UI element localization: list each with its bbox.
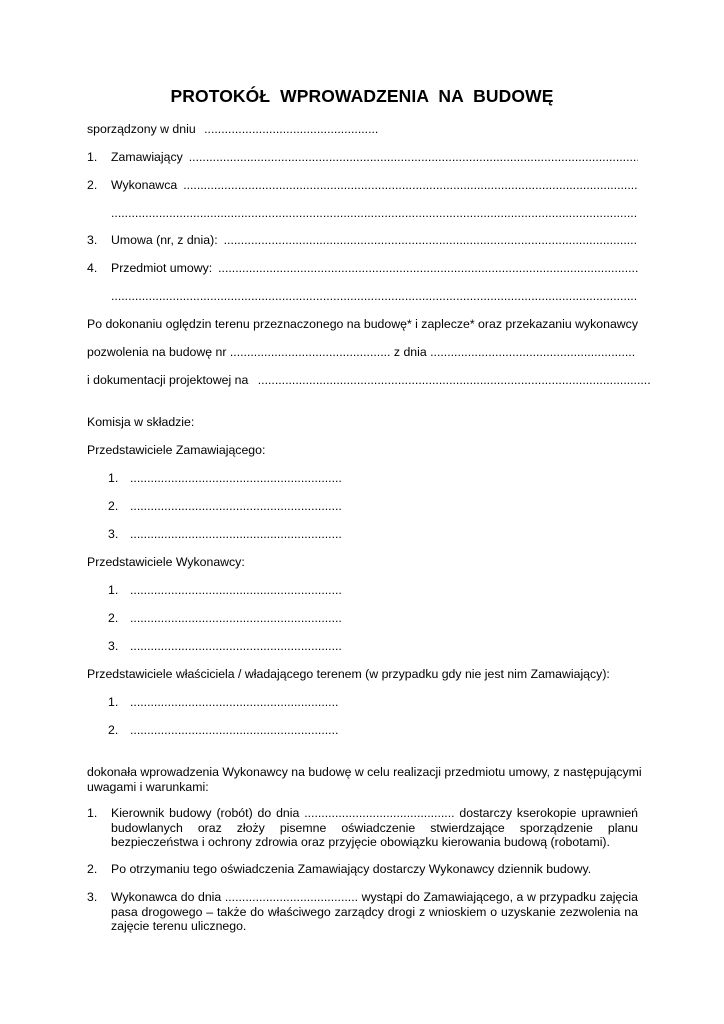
ordering-party-rep-2	[108, 499, 342, 514]
condition-item-3	[87, 890, 638, 934]
rep-number: 2.	[108, 723, 119, 737]
field-contractor-continued	[87, 206, 638, 221]
field-fill-dots	[183, 178, 638, 193]
permit-date-label: z dnia	[393, 345, 427, 359]
rep-dots: ..............................................................	[130, 611, 342, 625]
field-number: 2.	[87, 178, 98, 192]
rep-dots: ..............................................................	[130, 499, 342, 513]
conclusion-intro	[87, 765, 642, 794]
field-fill-dots	[111, 206, 638, 221]
ordering-party-rep-3	[108, 527, 342, 542]
rep-dots: ..............................................................	[130, 583, 342, 597]
rep-dots: ..............................................................	[130, 639, 342, 653]
ordering-party-heading: Przedstawiciele Zamawiającego:	[87, 443, 266, 457]
field-number: 3.	[87, 233, 98, 247]
inspection-line: Po dokonaniu oględzin terenu przeznaczonego na budowę* i zaplecze* oraz przekazaniu wykonawcy	[87, 317, 638, 331]
contractor-rep-2	[108, 611, 342, 626]
condition-item-1	[87, 806, 638, 850]
permit-line	[87, 345, 635, 360]
rep-number: 1.	[108, 695, 119, 709]
field-label: Wykonawca	[111, 178, 178, 192]
condition-text: Kierownik budowy (robót) do dnia ............................................ dostarczy kserokopie uprawnień budowlanych oraz złoży pisemne oświadczenie stwierdzające sporządzenie planu bezpieczeństwa i ochrony zdrowia oraz przyjęcie obowiązku kierowania budową (robotami).	[111, 806, 638, 849]
condition-number: 3.	[87, 890, 98, 904]
project-docs-dots: ...................................................................................................................	[257, 373, 651, 387]
field-subject-continued	[87, 289, 638, 304]
rep-number: 2.	[108, 499, 119, 513]
rep-dots: .............................................................	[130, 695, 339, 709]
field-number	[87, 206, 111, 221]
rep-number: 1.	[108, 471, 119, 485]
conclusion-intro-line-1: dokonała wprowadzenia Wykonawcy na budowę w celu realizacji przedmiotu umowy, z następującymi	[87, 765, 642, 779]
drafted-date-label: sporządzony w dniu	[87, 122, 196, 136]
field-label: Zamawiający	[111, 150, 183, 164]
field-label: Umowa (nr, z dnia):	[111, 233, 218, 247]
permit-date-dots: ............................................................	[430, 345, 636, 359]
field-contractor	[87, 178, 638, 193]
rep-dots: .............................................................	[130, 723, 339, 737]
contractor-rep-1	[108, 583, 342, 598]
permit-dots: ...............................................	[229, 345, 391, 359]
condition-item-2	[87, 862, 638, 877]
condition-number: 2.	[87, 862, 98, 876]
rep-number: 1.	[108, 583, 119, 597]
field-fill-dots	[189, 150, 638, 165]
permit-label: pozwolenia na budowę nr	[87, 345, 227, 359]
rep-dots: ..............................................................	[130, 527, 342, 541]
drafted-date-line	[87, 122, 378, 137]
rep-number: 3.	[108, 639, 119, 653]
condition-text: Po otrzymaniu tego oświadczenia Zamawiający dostarczy Wykonawcy dziennik budowy.	[111, 862, 592, 876]
document-title: PROTOKÓŁ WPROWADZENIA NA BUDOWĘ	[170, 86, 554, 106]
rep-number: 3.	[108, 527, 119, 541]
contractor-heading: Przedstawiciele Wykonawcy:	[87, 555, 245, 569]
field-number: 1.	[87, 150, 98, 164]
rep-number: 2.	[108, 611, 119, 625]
project-docs-label: i dokumentacji projektowej na	[87, 373, 249, 387]
owner-heading: Przedstawiciele właściciela / władającego terenem (w przypadku gdy nie jest nim Zamawiający):	[87, 667, 610, 681]
condition-text: Wykonawca do dnia ....................................... wystąpi do Zamawiającego, a w przypadku zajęcia pasa drogowego – także do właściwego zarządcy drogi z wnioskiem o uzyskanie zezwolenia na zajęcie terenu ulicznego.	[111, 890, 638, 933]
drafted-date-dots: ...................................................	[204, 122, 379, 136]
field-number: 4.	[87, 261, 98, 275]
condition-number: 1.	[87, 806, 98, 820]
commission-heading: Komisja w składzie:	[87, 415, 195, 429]
field-fill-dots	[218, 261, 638, 276]
field-fill-dots	[224, 233, 638, 248]
ordering-party-rep-1	[108, 471, 342, 486]
field-ordering-party	[87, 150, 638, 165]
field-number	[87, 289, 111, 304]
contractor-rep-3	[108, 639, 342, 654]
owner-rep-2	[108, 723, 338, 738]
owner-rep-1	[108, 695, 338, 710]
field-label: Przedmiot umowy:	[111, 261, 213, 275]
field-subject	[87, 261, 638, 276]
field-contract	[87, 233, 638, 248]
field-fill-dots	[111, 289, 638, 304]
project-docs-line	[87, 373, 651, 388]
rep-dots: ..............................................................	[130, 471, 342, 485]
conclusion-intro-line-2: uwagami i warunkami:	[87, 779, 209, 794]
